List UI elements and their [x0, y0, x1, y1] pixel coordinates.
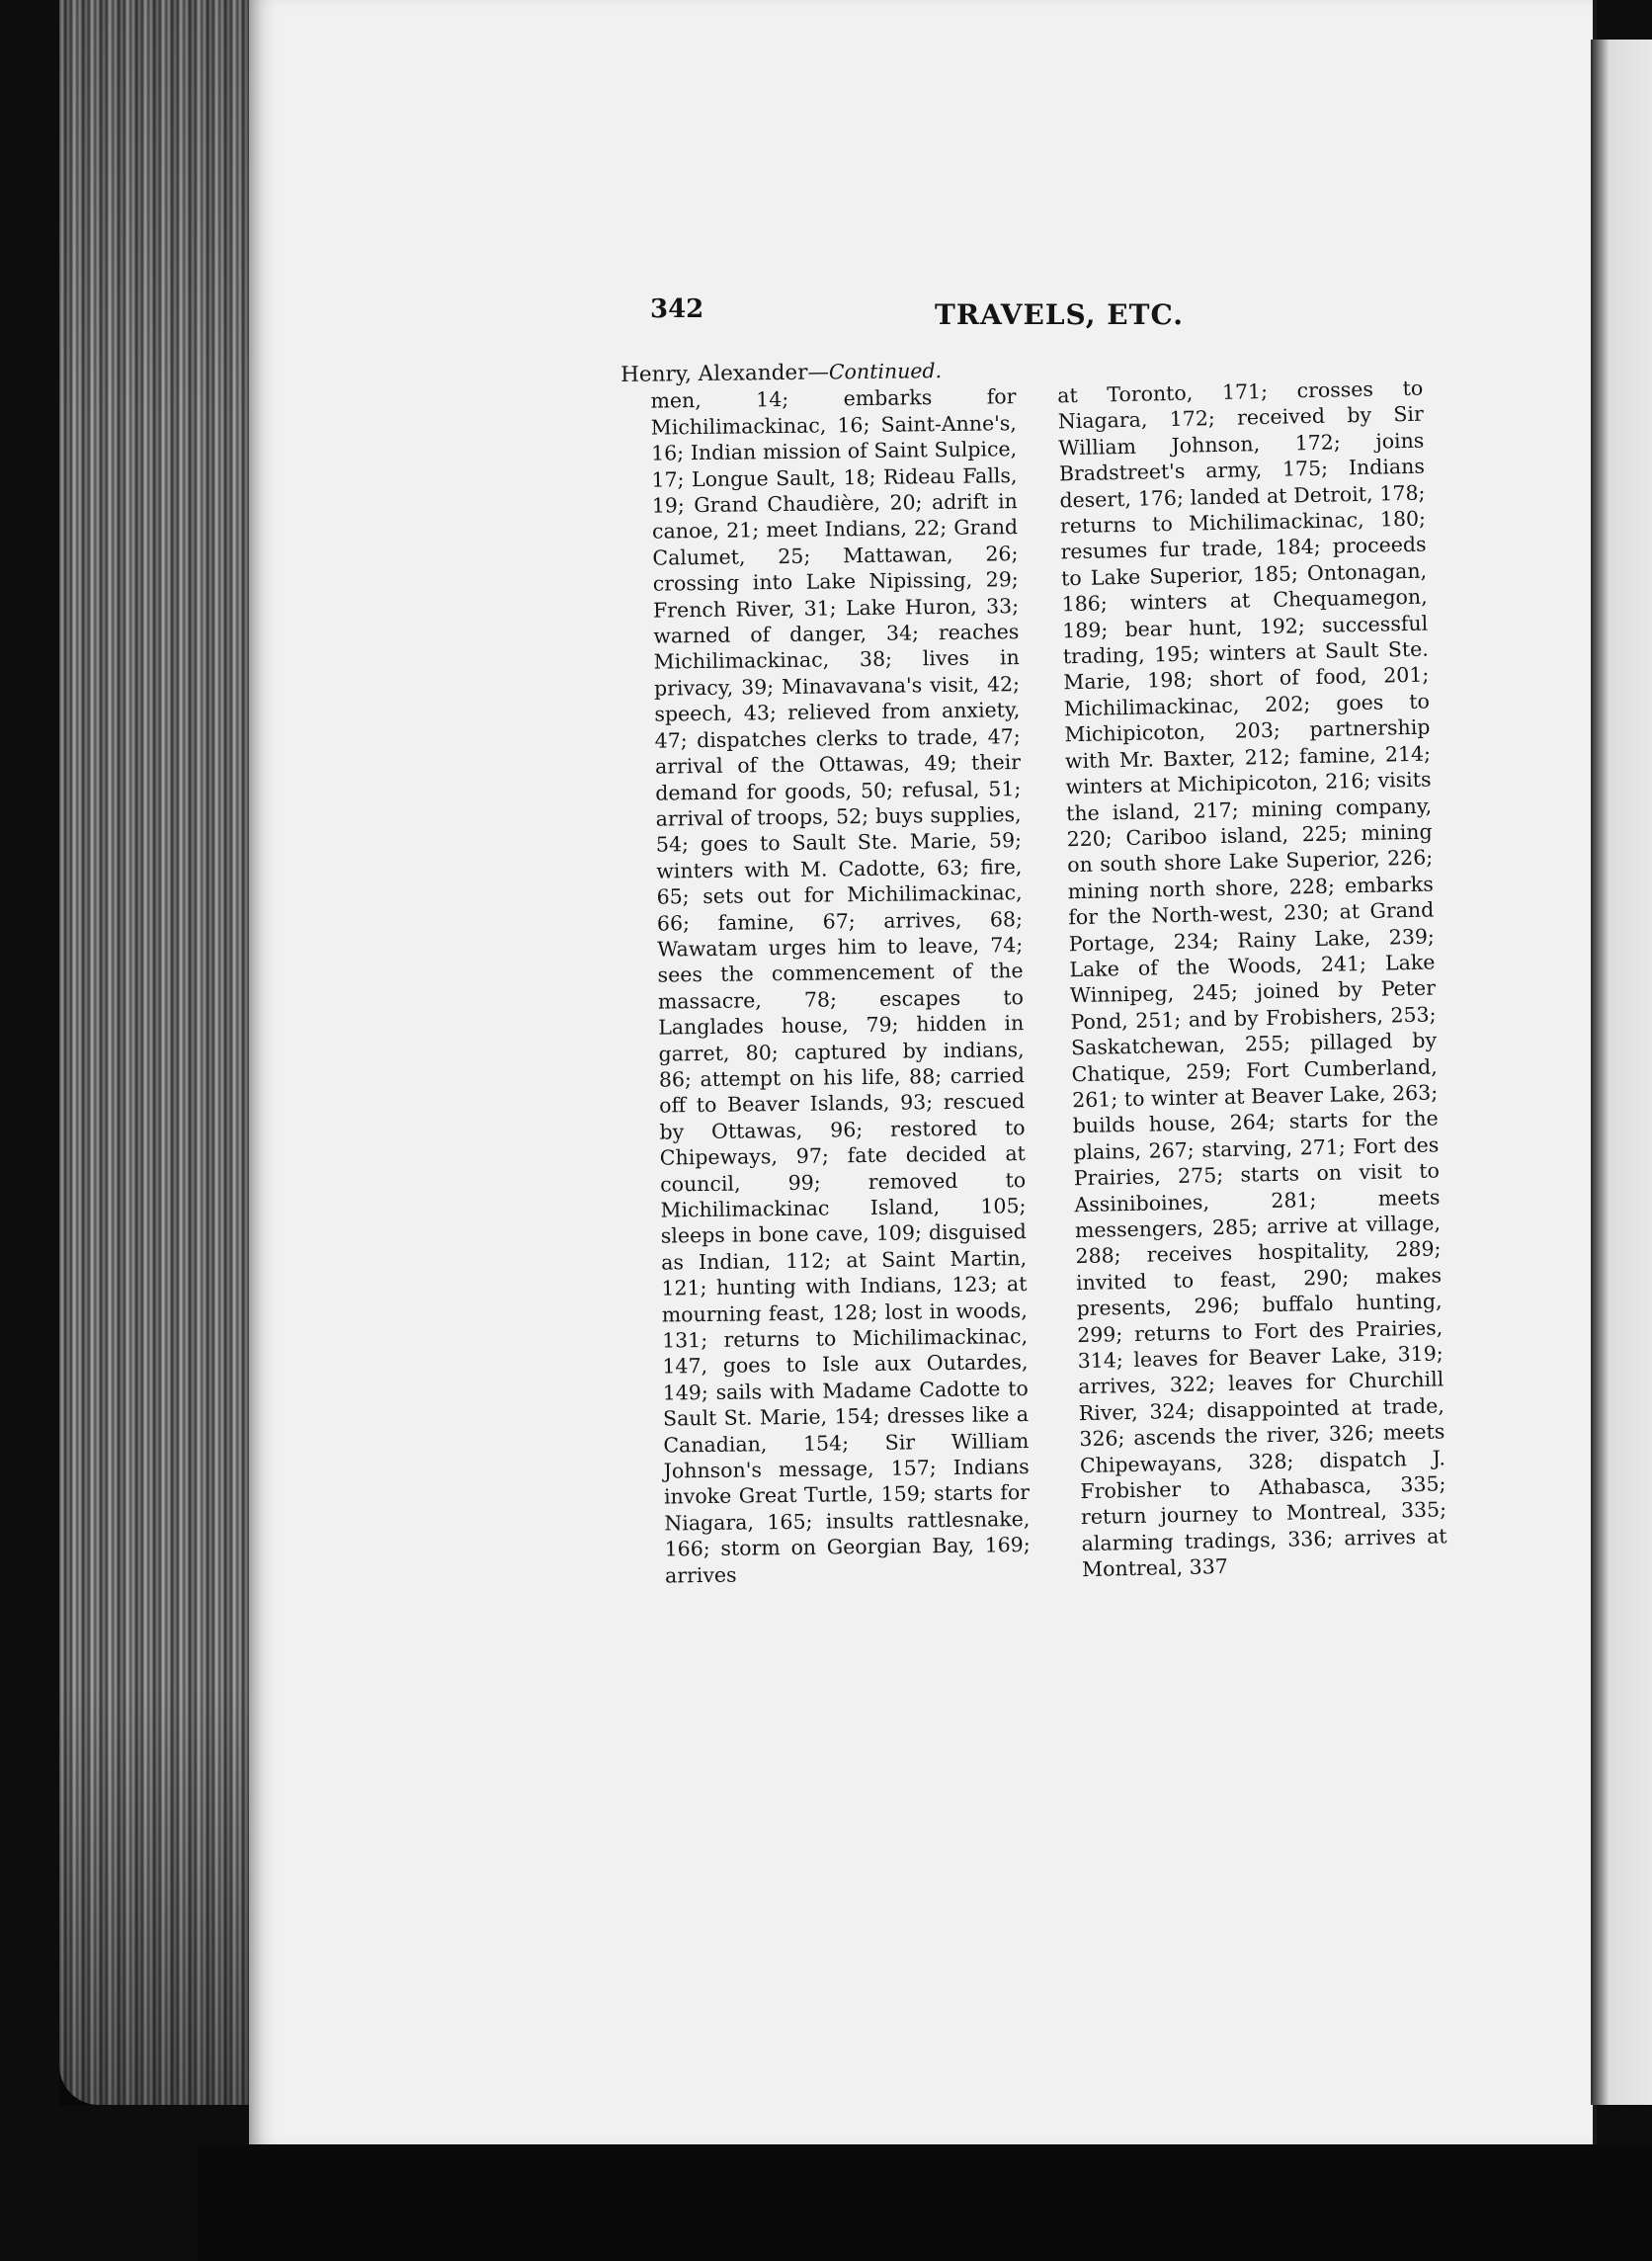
next-page-edge: [1591, 40, 1652, 2105]
index-column-left: [620, 357, 1031, 1589]
index-column-right: [1028, 376, 1447, 1584]
page-header: [650, 294, 1203, 344]
continued-label: Continued.: [828, 359, 943, 384]
page-number: 342: [650, 294, 704, 324]
entry-heading-name: Henry, Alexander—: [620, 360, 830, 387]
index-entry-text-right: at Toronto, 171; crosses to Niagara, 172; received by Sir William Johnson, 172; joins Bradstreet's army, 175; Indians desert, 176; landed at Detroit, 178; returns to Michilimackinac, 180; resumes fur trade, 184; proceeds to Lake Superior, 185; Ontonagan, 186; winters at Chequamegon, 189; bear hunt, 192; successful trading, 195; winters at Sault Ste. Marie, 198; short of food, 201; Michilimackinac, 202; goes to Michipicoton, 203; partnership with Mr. Baxter, 212; famine, 214; winters at Michipicoton, 216; visits the island, 217; mining company, 220; Cariboo island, 225; mining on south shore Lake Superior, 226; mining north shore, 228; embarks for the North-west, 230; at Grand Portage, 234; Rainy Lake, 239; Lake of the Woods, 241; Lake Winnipeg, 245; joined by Peter Pond, 251; and by Frobishers, 253; Saskatchewan, 255; pillaged by Chatique, 259; Fort Cumberland, 261; to winter at Beaver Lake, 263; builds house, 264; starts for the plains, 267; starving, 271; Fort des Prairies, 275; starts on visit to Assiniboines, 281; meets messengers, 285; arrive at village, 288; receives hospitality, 289; invited to feast, 290; makes presents, 296; buffalo hunting, 299; returns to Fort des Prairies, 314; leaves for Beaver Lake, 319; arrives, 322; leaves for Churchill River, 324; disappointed at trade, 326; ascends the river, 326; meets Chipewayans, 328; dispatch J. Frobisher to Athabasca, 335; return journey to Montreal, 335; alarming tradings, 336; arrives at Montreal, 337: [1057, 376, 1447, 1582]
index-entry-text-left: men, 14; embarks for Michilimackinac, 16; Saint-Anne's, 16; Indian mission of Saint Sulpice, 17; Longue Sault, 18; Rideau Falls, 19; Grand Chaudière, 20; adrift in canoe, 21; meet Indians, 22; Grand Calumet, 25; Mattawan, 26; crossing into Lake Nipissing, 29; French River, 31; Lake Huron, 33; warned of danger, 34; reaches Michilimackinac, 38; lives in privacy, 39; Minavavana's visit, 42; speech, 43; relieved from anxiety, 47; dispatches clerks to trade, 47; arrival of the Ottawas, 49; their demand for goods, 50; refusal, 51; arrival of troops, 52; buys supplies, 54; goes to Sault Ste. Marie, 59; winters with M. Cadotte, 63; fire, 65; sets out for Michilimackinac, 66; famine, 67; arrives, 68; Wawatam urges him to leave, 74; sees the commencement of the massacre, 78; escapes to Langlades house, 79; hidden in garret, 80; captured by indians, 86; attempt on his life, 88; carried off to Beaver Islands, 93; rescued by Ottawas, 96; restored to Chipeways, 97; fate decided at council, 99; removed to Michilimackinac Island, 105; sleeps in bone cave, 109; disguised as Indian, 112; at Saint Martin, 121; hunting with Indians, 123; at mourning feast, 128; lost in woods, 131; returns to Michilimackinac, 147, goes to Isle aux Outardes, 149; sails with Madame Cadotte to Sault St. Marie, 154; dresses like a Canadian, 154; Sir William Johnson's message, 157; Indians invoke Great Turtle, 159; starts for Niagara, 165; insults rattlesnake, 166; storm on Georgian Bay, 169; arrives: [650, 384, 1031, 1588]
running-title: TRAVELS, ETC.: [935, 298, 1184, 331]
page-bottom-shadow: [198, 2144, 1652, 2261]
book-fore-edge: [59, 0, 257, 2105]
